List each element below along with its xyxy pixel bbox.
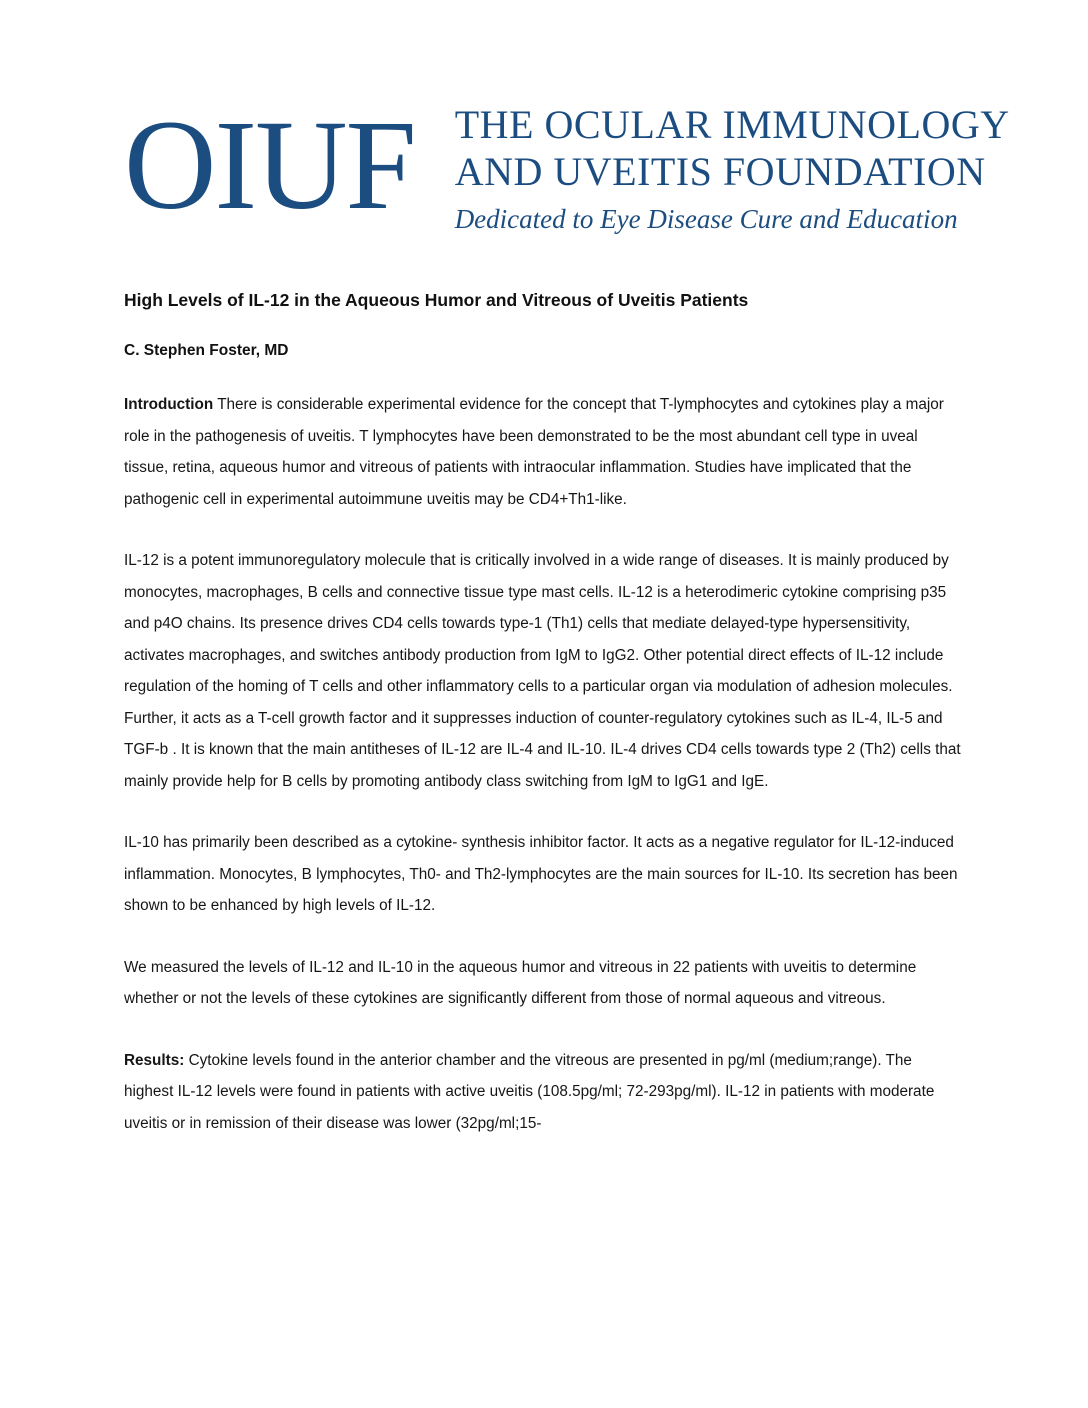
- paragraph-introduction: [124, 389, 962, 515]
- logo-line-2: AND UVEITIS FOUNDATION: [454, 149, 986, 194]
- logo-text-block: [455, 95, 1010, 250]
- paragraph-text-methods: We measured the levels of IL-12 and IL-10 in the aqueous humor and vitreous in 22 patients with uveitis to determine whether or not the levels of these cytokines are significantly different from those of normal aqueous and vitreous.: [124, 958, 917, 1007]
- logo-line-1: THE OCULAR IMMUNOLOGY: [454, 102, 1010, 147]
- paragraph-text-il10-overview: IL-10 has primarily been described as a cytokine- synthesis inhibitor factor. It acts as a negative regulator for IL-12-induced inflammation. Monocytes, B lymphocytes, Th0- and Th2-lymphocytes are the main sources for IL-10. Its secretion has been shown to be enhanced by high levels of IL-12.: [124, 834, 958, 914]
- paragraph-text-introduction: There is considerable experimental evidence for the concept that T-lymphocytes and cytokines play a major role in the pathogenesis of uveitis. T lymphocytes have been demonstrated to be the most abundant cell type in uveal tissue, retina, aqueous humor and vitreous of patients with intraocular inflammation. Studies have implicated that the pathogenic cell in experimental autoimmune uveitis may be CD4+Th1-like.: [124, 396, 944, 508]
- organization-logo: [124, 94, 1010, 250]
- page-title: High Levels of IL-12 in the Aqueous Humor and Vitreous of Uveitis Patients: [124, 290, 749, 310]
- paragraph-lead-introduction: Introduction: [124, 396, 214, 413]
- logo-tagline: Dedicated to Eye Disease Cure and Education: [454, 204, 958, 234]
- paragraph-il10-overview: [124, 827, 962, 922]
- logo-wordmark: OIUF: [124, 94, 415, 236]
- paragraph-text-il12-overview: IL-12 is a potent immunoregulatory molecule that is critically involved in a wide range of diseases. It is mainly produced by monocytes, macrophages, B cells and connective tissue type mast cells. IL-12 is a heterodimeric cytokine comprising p35 and p4O chains. Its presence drives CD4 cells towards type-1 (Th1) cells that mediate delayed-type hypersensitivity, activates macrophages, and switches antibody production from IgM to IgG2. Other potential direct effects of IL-12 include regulation of the homing of T cells and other inflammatory cells to a particular organ via modulation of adhesion molecules. Further, it acts as a T-cell growth factor and it suppresses induction of counter-regulatory cytokines such as IL-4, IL-5 and TGF-b . It is known that the main antitheses of IL-12 are IL-4 and IL-10. IL-4 drives CD4 cells towards type 2 (Th2) cells that mainly provide help for B cells by promoting antibody class switching from IgM to IgG1 and IgE.: [124, 552, 961, 790]
- paragraph-methods: [124, 952, 962, 1015]
- document-author: C. Stephen Foster, MD: [124, 342, 289, 359]
- paragraph-results: [124, 1045, 962, 1140]
- paragraph-text-results: Cytokine levels found in the anterior chamber and the vitreous are presented in pg/ml (medium;range). The highest IL-12 levels were found in patients with active uveitis (108.5pg/ml; 72-293pg/ml). IL-12 in patients with moderate uveitis or in remission of their disease was lower (32pg/ml;15-: [124, 1051, 935, 1132]
- paragraph-lead-results: Results:: [124, 1051, 185, 1069]
- document-body: [124, 288, 962, 1139]
- paragraph-il12-overview: [124, 545, 962, 797]
